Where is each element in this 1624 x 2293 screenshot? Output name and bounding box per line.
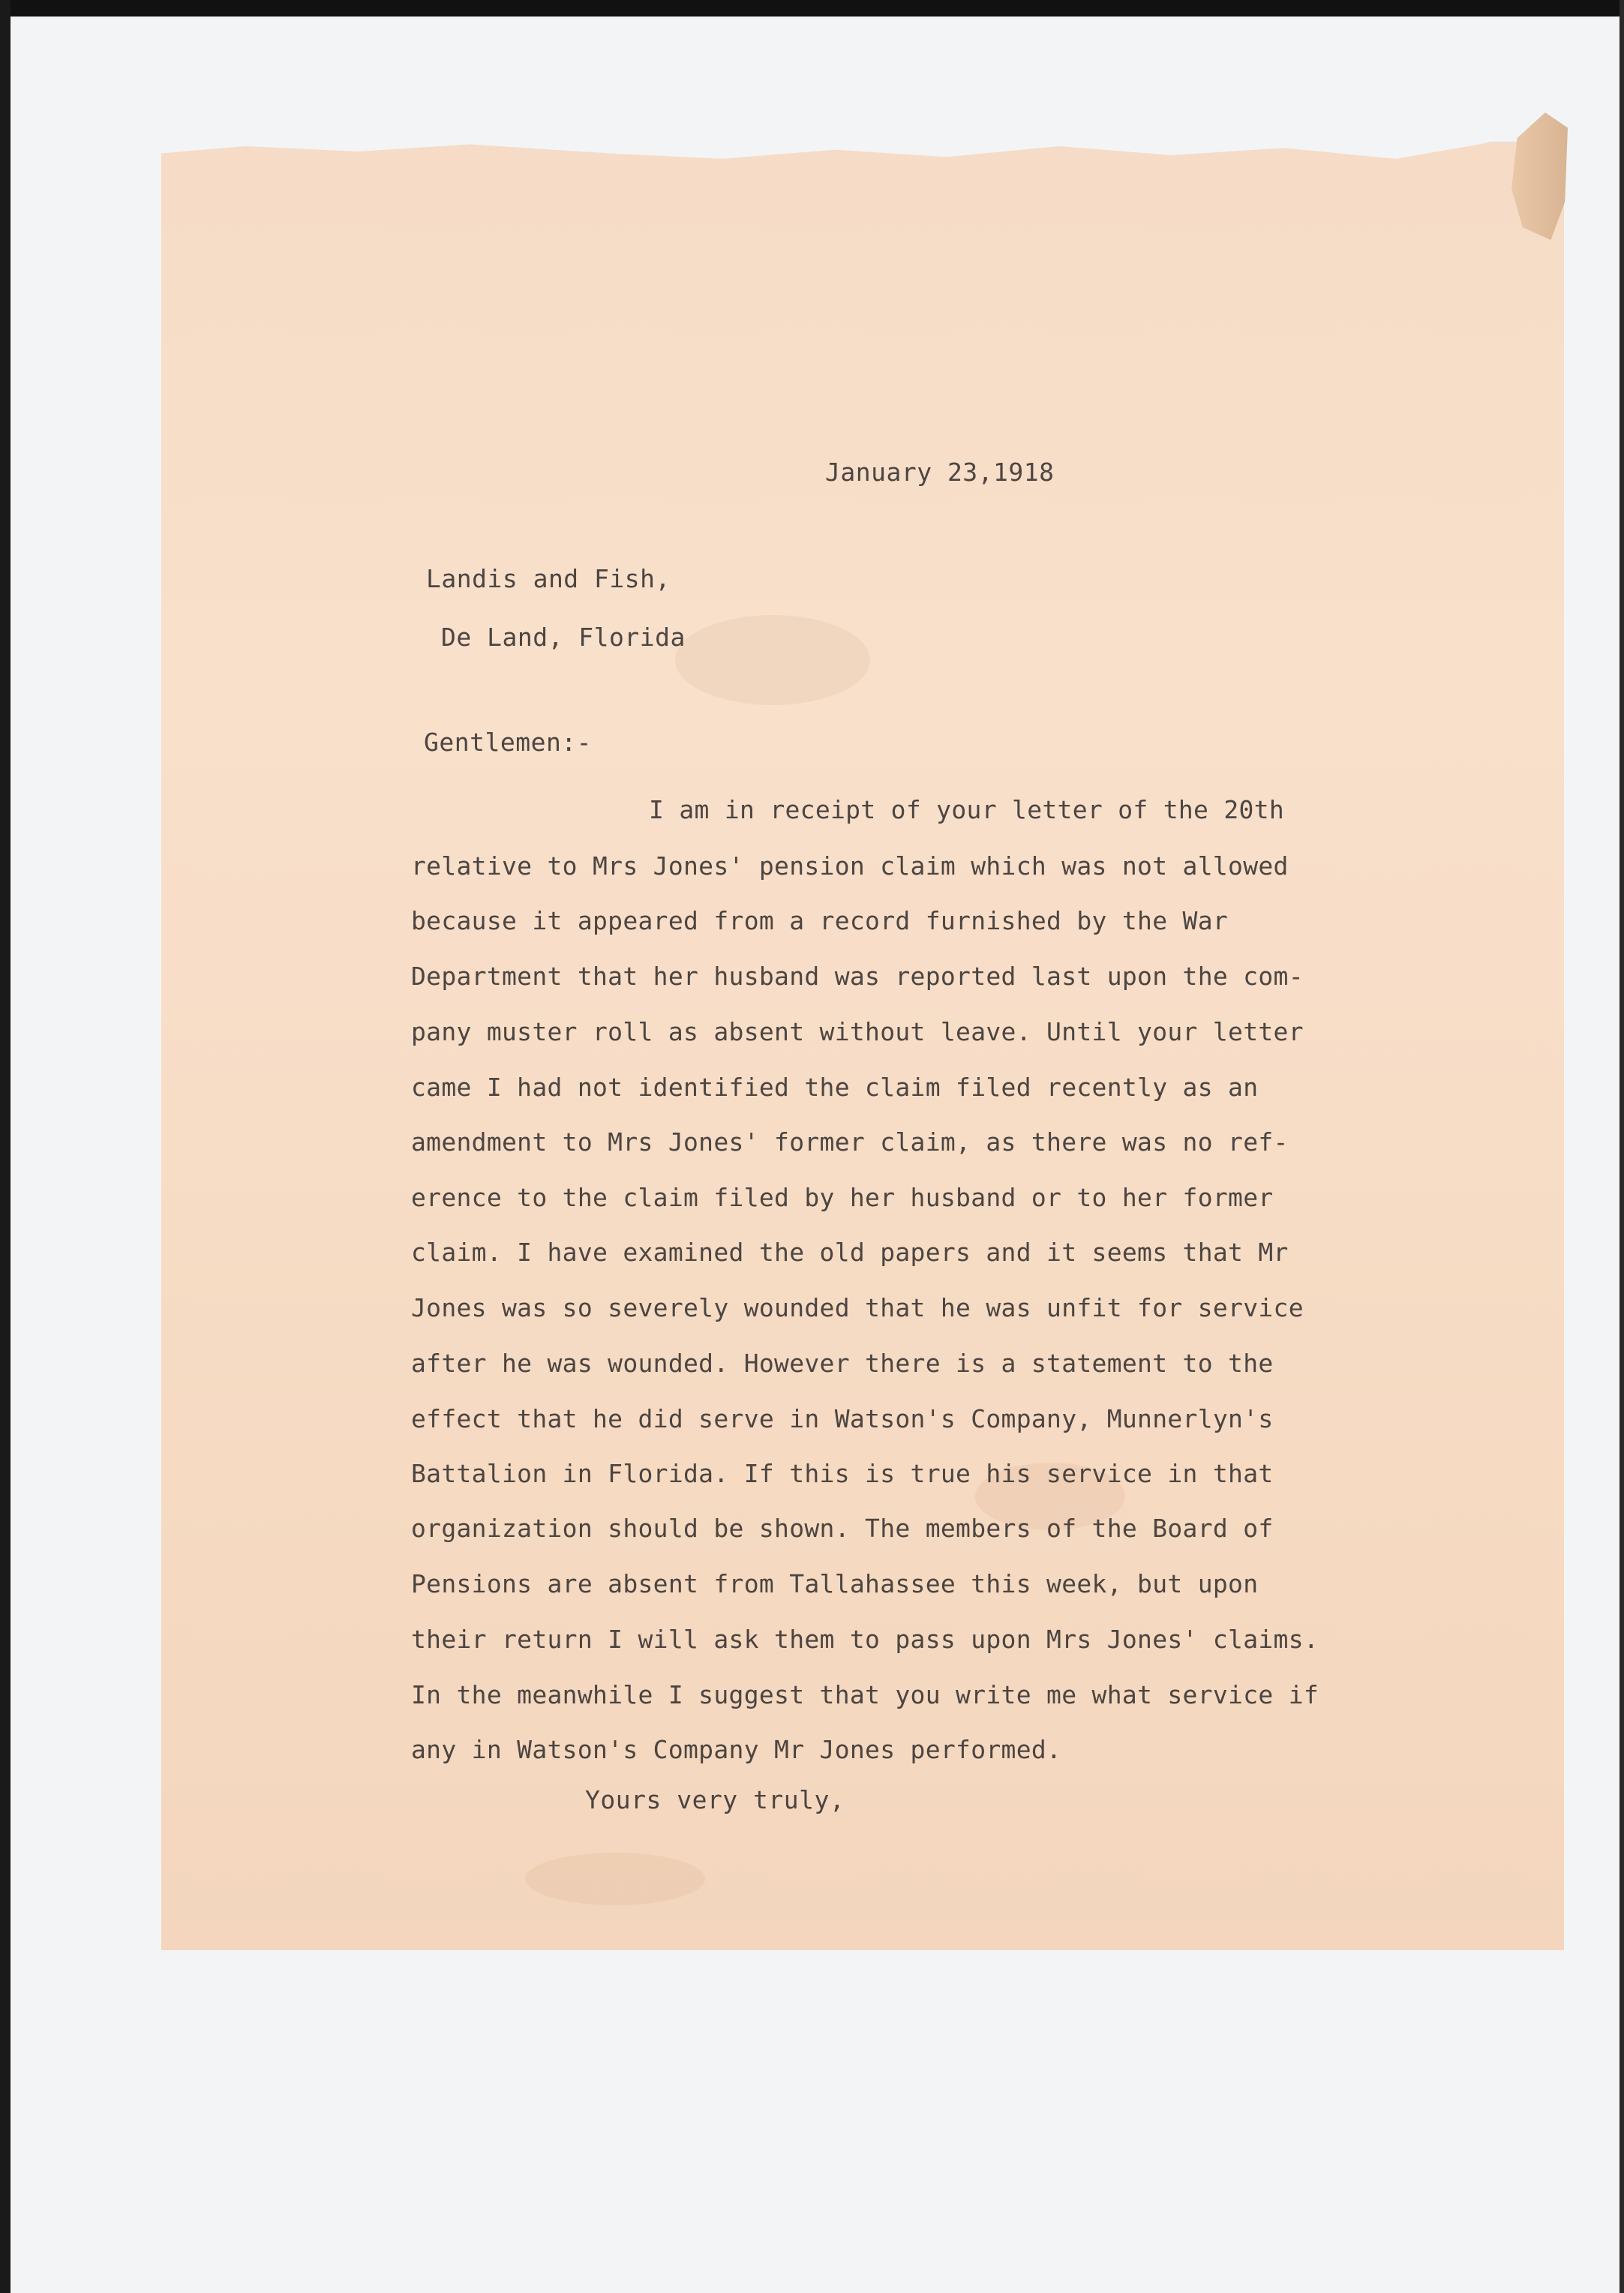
letter-date: January 23,1918 — [825, 458, 1055, 487]
letter-page — [161, 143, 1564, 1950]
body-line: Pensions are absent from Tallahassee this week, but upon — [411, 1569, 1259, 1598]
scan-border-right — [1619, 0, 1624, 2293]
salutation: Gentlemen:- — [424, 728, 593, 757]
body-line: after he was wounded. However there is a statement to the — [411, 1349, 1274, 1378]
body-line: claim. I have examined the old papers and it seems that Mr — [411, 1238, 1289, 1267]
body-line: relative to Mrs Jones' pension claim which was not allowed — [411, 851, 1289, 881]
body-line: Department that her husband was reported last upon the com- — [411, 962, 1304, 991]
body-line: erence to the claim filed by her husband or to her former — [411, 1183, 1274, 1212]
body-line: effect that he did serve in Watson's Company, Munnerlyn's — [411, 1404, 1274, 1433]
paper-stain — [675, 615, 870, 705]
recipient-address: De Land, Florida — [441, 623, 686, 652]
body-line: Jones was so severely wounded that he was unfit for service — [411, 1293, 1304, 1322]
closing: Yours very truly, — [585, 1785, 845, 1814]
body-line: their return I will ask them to pass upon Mrs Jones' claims. — [411, 1625, 1319, 1654]
body-line: Battalion in Florida. If this is true his service in that — [411, 1459, 1274, 1488]
recipient-name: Landis and Fish, — [426, 564, 671, 593]
body-line: because it appeared from a record furnished by the War — [411, 906, 1229, 935]
body-line: pany muster roll as absent without leave. Until your letter — [411, 1017, 1304, 1046]
body-line: amendment to Mrs Jones' former claim, as there was no ref- — [411, 1127, 1289, 1157]
body-line: In the meanwhile I suggest that you write me what service if — [411, 1680, 1319, 1709]
body-line: I am in receipt of your letter of the 20th — [649, 795, 1285, 824]
scan-border-left — [0, 0, 11, 2293]
body-line: any in Watson's Company Mr Jones performed. — [411, 1735, 1062, 1764]
paper-stain — [525, 1853, 705, 1905]
body-line: organization should be shown. The members of the Board of — [411, 1514, 1274, 1543]
scan-border-top — [0, 0, 1624, 17]
body-line: came I had not identified the claim filed recently as an — [411, 1073, 1259, 1102]
